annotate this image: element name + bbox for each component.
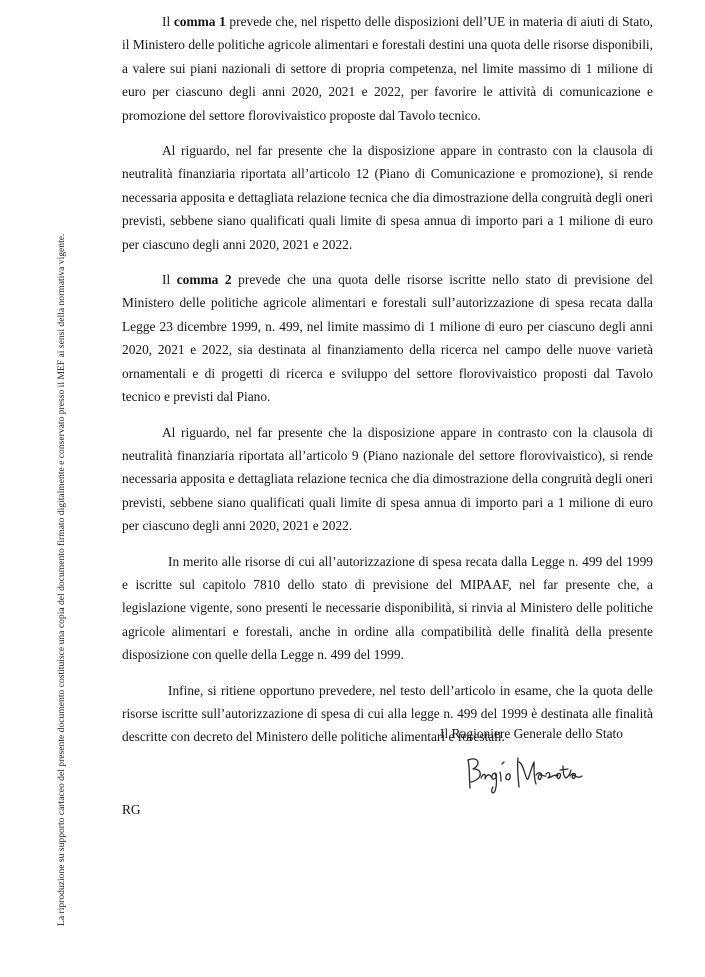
signatory-title: Il Ragioniere Generale dello Stato: [440, 726, 623, 741]
paragraph-risorse: In merito alle risorse di cui all’autorizzazione di spesa recata dalla Legge n. 499 del 1999 e iscritte sul capitolo 7810 dello stato di previsione del MIPAAF, nel far presente che, a legislazione vigente, sono presenti le necessarie disponibilità, si rinvia al Ministero delle politiche agricole alimentari e forestali, anche in ordine alla compatibilità delle finalità della presente disposizione con quelle della Legge n. 499 del 1999.: [122, 553, 653, 663]
comma-2-label: comma 2: [176, 272, 232, 288]
document-body: [122, 10, 653, 761]
paragraph-comma-1: Il comma 1 prevede che, nel rispetto delle disposizioni dell’UE in materia di aiuti di Stato, il Ministero delle politiche agricole alimentari e forestali destini una quota delle risorse disponibili, a valere sui piani nazionali di settore di propria competenza, nel limite massimo di 1 milione di euro per ciascuno degli anni 2020, 2021 e 2022, per favorire le attività di comunicazione e promozione del settore florovivaistico proposte dal Tavolo tecnico.: [122, 14, 653, 123]
digital-copy-notice: La riproduzione su supporto cartaceo del presente documento costituisce una copia del documento firmato digitalmente e conservato presso il MEF ai sensi della normativa vigente.: [56, 233, 67, 926]
comma-1-label: comma 1: [173, 14, 226, 29]
paragraph-riguardo-1: Al riguardo, nel far presente che la disposizione appare in contrasto con la clausola di neutralità finanziaria riportata all’articolo 12 (Piano di Comunicazione e promozione), si rende necessaria apposita e dettagliata relazione tecnica che dia dimostrazione della congruità degli oneri previsti, sebbene siano qualificati quali limite di spesa annua di importo pari a 1 milione di euro per ciascuno degli anni 2020, 2021 e 2022.: [122, 143, 653, 252]
paragraph-riguardo-2: Al riguardo, nel far presente che la disposizione appare in contrasto con la clausola di neutralità finanziaria riportata all’articolo 9 (Piano nazionale del settore florovivaistico), si rende necessaria apposita e dettagliata relazione tecnica che dia dimostrazione della congruità degli oneri previsti, sebbene siano qualificati quali limite di spesa annua di importo pari a 1 milione di euro per ciascuno degli anni 2020, 2021 e 2022.: [122, 424, 653, 534]
handwritten-signature: [464, 752, 584, 796]
paragraph-comma-2: Il comma 2 prevede che una quota delle risorse iscritte nello stato di previsione del Ministero delle politiche agricole alimentari e forestali sull’autorizzazione di spesa recata dalla Legge 23 dicembre 1999, n. 499, nel limite massimo di 1 milione di euro per ciascuno degli anni 2020, 2021 e 2022, sia destinata al finanziamento della ricerca nel campo delle nuove varietà ornamentali e di progetti di ricerca e sviluppo del settore florovivaistico proposti dal Tavolo tecnico e previsti dal Piano.: [122, 272, 654, 405]
paragraph-infine: Infine, si ritiene opportuno prevedere, nel testo dell’articolo in esame, che la quota delle risorse iscritte sull’autorizzazione di spesa di cui alla legge n. 499 del 1999 è destinata alle finalità descritte con decreto del Ministero delle politiche alimentari e forestali.: [122, 682, 653, 745]
author-initials: RG: [122, 802, 141, 817]
